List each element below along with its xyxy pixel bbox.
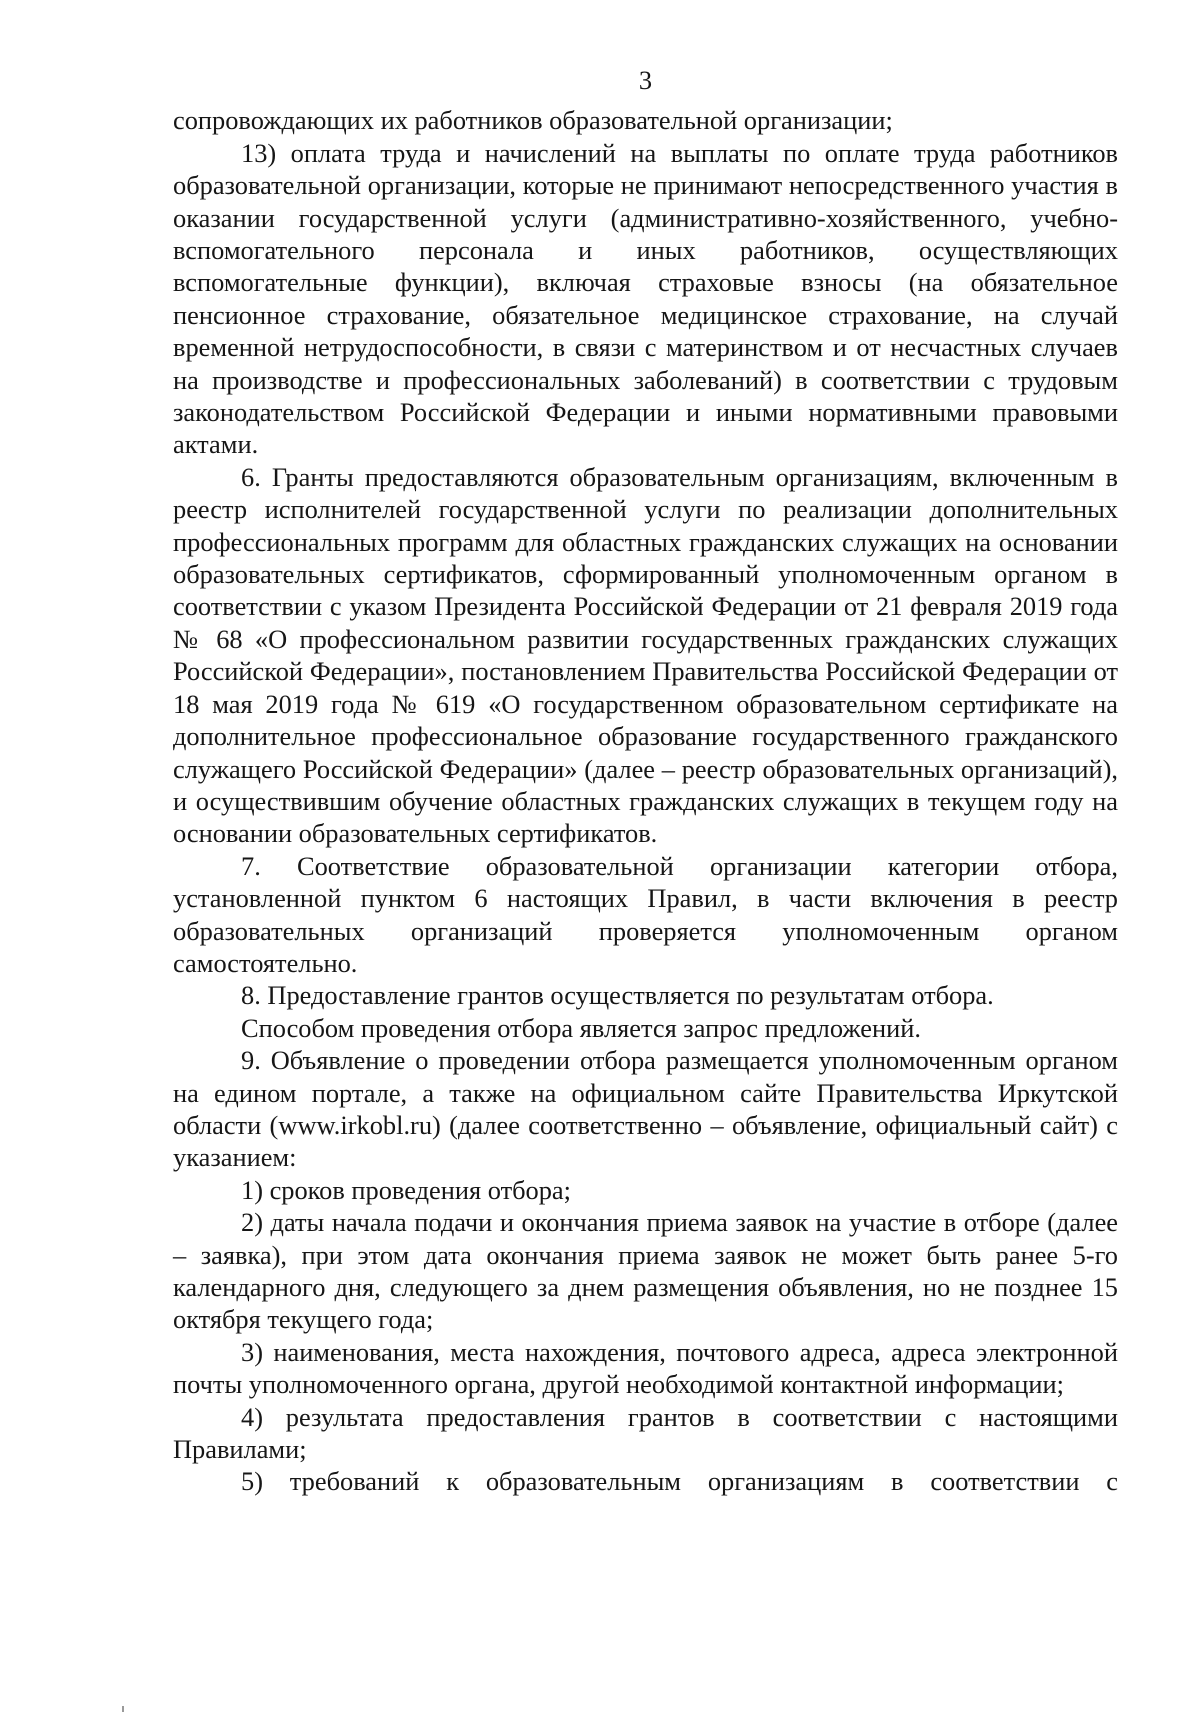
paragraph: 9. Объявление о проведении отбора размещается уполномоченным органом на едином портале, а также на официальном сайте Правительства Иркутской области (www.irkobl.ru) (далее соответственно – объявление, официальный сайт) с указанием: (173, 1045, 1118, 1173)
paragraph: Способом проведения отбора является запрос предложений. (241, 1012, 921, 1043)
paragraph: 8. Предоставление грантов осуществляется по результатам отбора. (241, 980, 994, 1011)
paragraph: сопровождающих их работников образовательной организации; (173, 105, 893, 136)
paragraph: 2) даты начала подачи и окончания приема заявок на участие в отборе (далее – заявка), при этом дата окончания приема заявок не может быть ранее 5-го календарного дня, следующего за днем размещения объявления, но не позднее 15 октября текущего года; (173, 1207, 1118, 1335)
page-number: 3 (638, 65, 653, 95)
document-body (173, 104, 1118, 1497)
scan-artifact (122, 1706, 124, 1712)
paragraph: 4) результата предоставления грантов в соответствии с настоящими Правилами; (173, 1401, 1118, 1465)
paragraph: 13) оплата труда и начислений на выплаты по оплате труда работников образовательной организации, которые не принимают непосредственного участия в оказании государственной услуги (административно-хозяйственного, учебно-вспомогательного персонала и иных работников, осуществляющих вспомогательные функции), включая страховые взносы (на обязательное пенсионное страхование, обязательное медицинское страхование, на случай временной нетрудоспособности, в связи с материнством и от несчастных случаев на производстве и профессиональных заболеваний) в соответствии с трудовым законодательством Российской Федерации и иными нормативными правовыми актами. (173, 137, 1118, 460)
paragraph: 5) требований к образовательным организациям в соответствии с (241, 1466, 1118, 1497)
paragraph: 3) наименования, места нахождения, почтового адреса, адреса электронной почты уполномоченного органа, другой необходимой контактной информации; (173, 1336, 1118, 1400)
paragraph: 7. Соответствие образовательной организации категории отбора, установленной пунктом 6 настоящих Правил, в части включения в реестр образовательных организаций проверяется уполномоченным органом самостоятельно. (173, 850, 1118, 978)
paragraph: 6. Гранты предоставляются образовательным организациям, включенным в реестр исполнителей государственной услуги по реализации дополнительных профессиональных программ для областных гражданских служащих на основании образовательных сертификатов, сформированный уполномоченным органом в соответствии с указом Президента Российской Федерации от 21 февраля 2019 года № 68 «О профессиональном развитии государственных гражданских служащих Российской Федерации», постановлением Правительства Российской Федерации от 18 мая 2019 года № 619 «О государственном образовательном сертификате на дополнительное профессиональное образование государственного гражданского служащего Российской Федерации» (далее – реестр образовательных организаций), и осуществившим обучение областных гражданских служащих в текущем году на основании образовательных сертификатов. (173, 461, 1118, 849)
paragraph: 1) сроков проведения отбора; (241, 1174, 571, 1205)
